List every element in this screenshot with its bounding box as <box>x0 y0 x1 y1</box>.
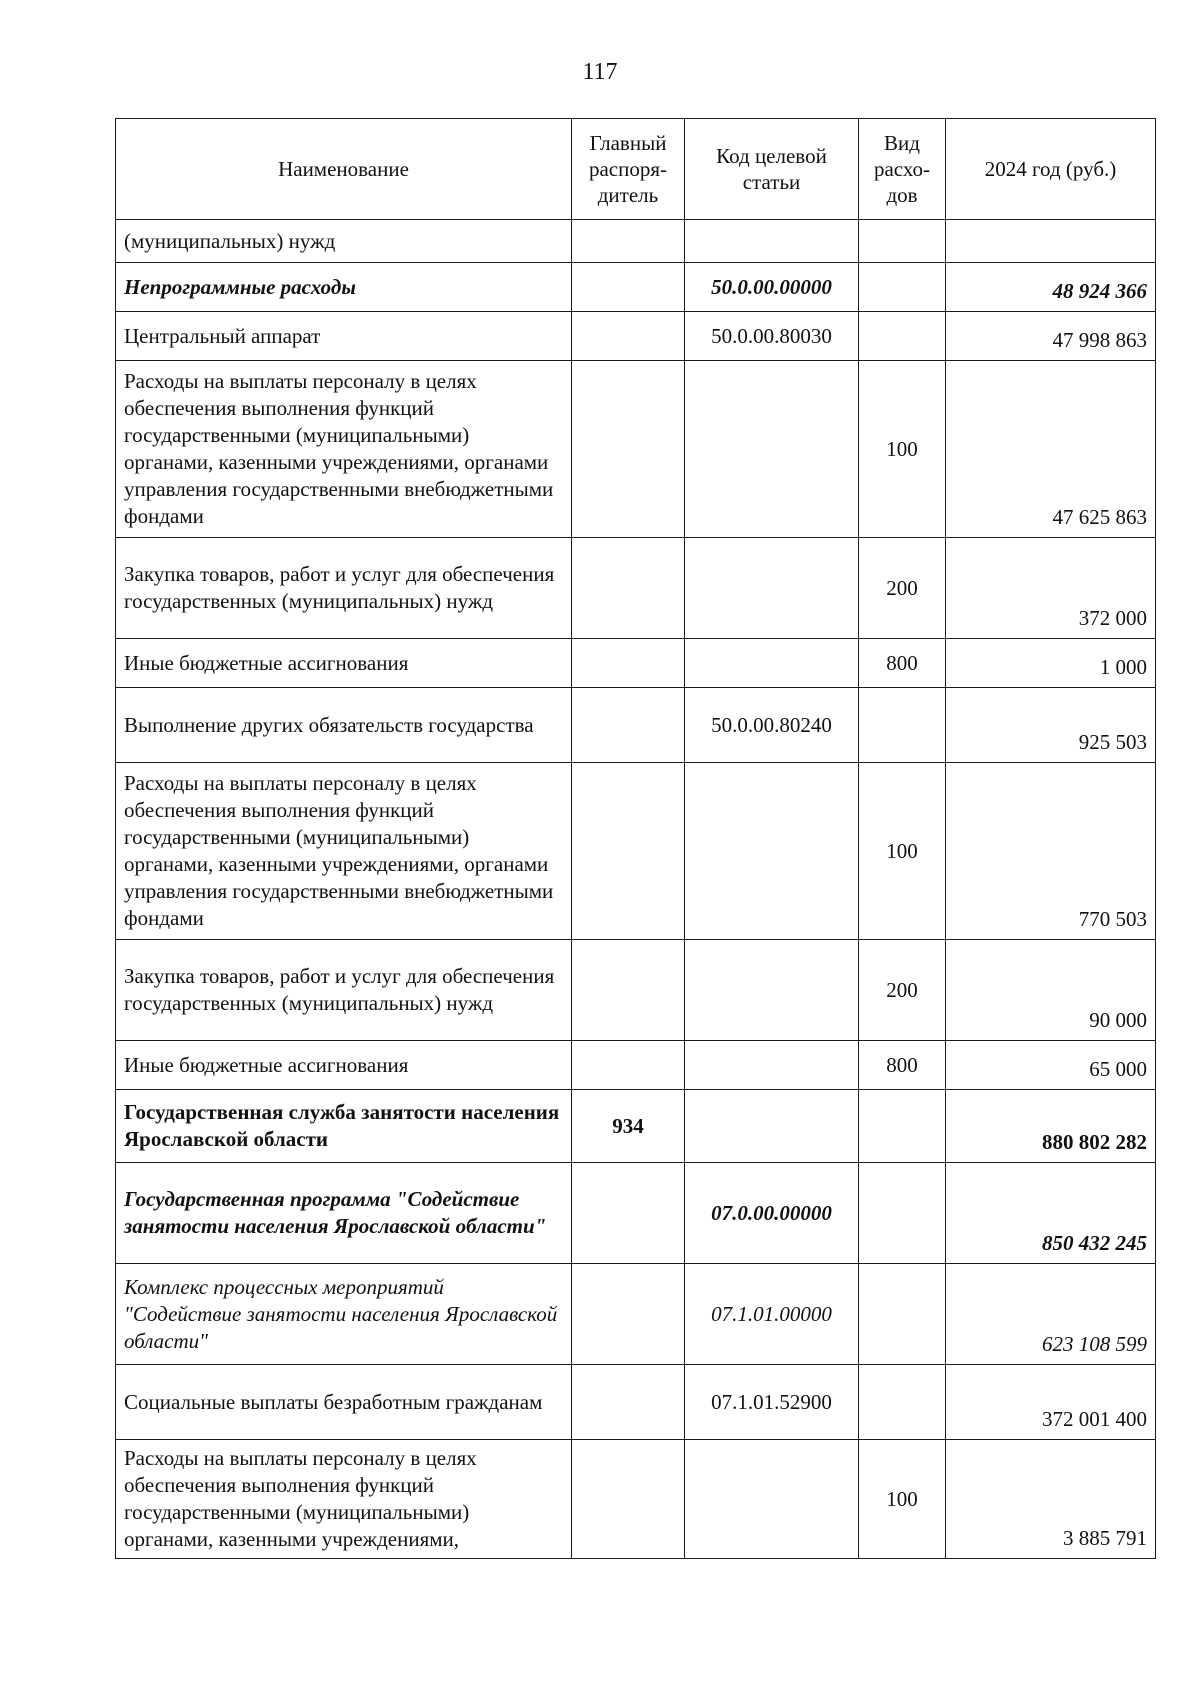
cell-admin <box>572 1041 685 1090</box>
cell-sum: 372 000 <box>946 538 1156 639</box>
header-type: Вид расхо-дов <box>859 119 946 220</box>
cell-type <box>859 263 946 312</box>
table-header-row <box>116 119 1156 220</box>
cell-name: Государственная служба занятости населения Ярославской области <box>116 1090 572 1163</box>
cell-type: 800 <box>859 1041 946 1090</box>
table-row <box>116 940 1156 1041</box>
cell-code: 50.0.00.00000 <box>685 263 859 312</box>
cell-admin <box>572 688 685 763</box>
cell-name: Непрограммные расходы <box>116 263 572 312</box>
cell-type: 100 <box>859 361 946 538</box>
cell-admin <box>572 1264 685 1365</box>
cell-admin <box>572 263 685 312</box>
cell-sum: 65 000 <box>946 1041 1156 1090</box>
cell-type <box>859 1264 946 1365</box>
cell-type <box>859 312 946 361</box>
cell-sum <box>946 220 1156 263</box>
table-body <box>116 220 1156 1559</box>
cell-sum: 1 000 <box>946 639 1156 688</box>
table-row <box>116 763 1156 940</box>
header-sum: 2024 год (руб.) <box>946 119 1156 220</box>
cell-type: 100 <box>859 763 946 940</box>
cell-code <box>685 1041 859 1090</box>
cell-name: Закупка товаров, работ и услуг для обеспечения государственных (муниципальных) нужд <box>116 538 572 639</box>
cell-code <box>685 1090 859 1163</box>
cell-sum: 850 432 245 <box>946 1163 1156 1264</box>
cell-name: Закупка товаров, работ и услуг для обеспечения государственных (муниципальных) нужд <box>116 940 572 1041</box>
cell-code: 50.0.00.80030 <box>685 312 859 361</box>
cell-admin <box>572 763 685 940</box>
cell-sum: 47 625 863 <box>946 361 1156 538</box>
cell-type: 100 <box>859 1440 946 1559</box>
cell-admin <box>572 220 685 263</box>
cell-admin <box>572 538 685 639</box>
cell-type <box>859 1090 946 1163</box>
cell-type <box>859 1163 946 1264</box>
cell-name: (муниципальных) нужд <box>116 220 572 263</box>
cell-name: Расходы на выплаты персоналу в целях обеспечения выполнения функций государственными (муниципальными) органами, казенными учреждениями, органами управления государственными внебюджетными фондами <box>116 361 572 538</box>
table-row <box>116 1090 1156 1163</box>
cell-admin <box>572 361 685 538</box>
cell-sum: 925 503 <box>946 688 1156 763</box>
table-row <box>116 688 1156 763</box>
header-name: Наименование <box>116 119 572 220</box>
table-row <box>116 1440 1156 1559</box>
cell-sum: 90 000 <box>946 940 1156 1041</box>
budget-table <box>115 118 1156 1559</box>
table-row <box>116 1041 1156 1090</box>
cell-admin <box>572 1365 685 1440</box>
table-row <box>116 263 1156 312</box>
cell-sum: 3 885 791 <box>946 1440 1156 1559</box>
cell-type: 800 <box>859 639 946 688</box>
cell-name: Государственная программа "Содействие занятости населения Ярославской области" <box>116 1163 572 1264</box>
cell-type: 200 <box>859 940 946 1041</box>
cell-name: Комплекс процессных мероприятий "Содействие занятости населения Ярославской области" <box>116 1264 572 1365</box>
cell-admin: 934 <box>572 1090 685 1163</box>
cell-code <box>685 220 859 263</box>
cell-code: 07.1.01.00000 <box>685 1264 859 1365</box>
cell-name: Социальные выплаты безработным гражданам <box>116 1365 572 1440</box>
cell-admin <box>572 1440 685 1559</box>
header-code: Код целевой статьи <box>685 119 859 220</box>
table-row <box>116 312 1156 361</box>
table-row <box>116 1163 1156 1264</box>
cell-name: Иные бюджетные ассигнования <box>116 639 572 688</box>
cell-sum: 623 108 599 <box>946 1264 1156 1365</box>
cell-code <box>685 940 859 1041</box>
cell-code: 07.1.01.52900 <box>685 1365 859 1440</box>
page-number: 117 <box>582 59 618 85</box>
cell-sum: 372 001 400 <box>946 1365 1156 1440</box>
cell-type: 200 <box>859 538 946 639</box>
cell-name: Расходы на выплаты персоналу в целях обеспечения выполнения функций государственными (муниципальными) органами, казенными учреждениями, <box>116 1440 572 1559</box>
cell-type <box>859 220 946 263</box>
cell-name: Центральный аппарат <box>116 312 572 361</box>
cell-sum: 47 998 863 <box>946 312 1156 361</box>
cell-admin <box>572 1163 685 1264</box>
cell-sum: 880 802 282 <box>946 1090 1156 1163</box>
table-row <box>116 361 1156 538</box>
cell-code <box>685 639 859 688</box>
table-row <box>116 1365 1156 1440</box>
table-row <box>116 538 1156 639</box>
cell-type <box>859 1365 946 1440</box>
cell-code <box>685 538 859 639</box>
cell-code: 07.0.00.00000 <box>685 1163 859 1264</box>
cell-code: 50.0.00.80240 <box>685 688 859 763</box>
cell-code <box>685 763 859 940</box>
header-admin: Главный распоря-дитель <box>572 119 685 220</box>
cell-admin <box>572 639 685 688</box>
table-row <box>116 220 1156 263</box>
cell-code <box>685 1440 859 1559</box>
cell-type <box>859 688 946 763</box>
cell-sum: 48 924 366 <box>946 263 1156 312</box>
cell-name: Выполнение других обязательств государства <box>116 688 572 763</box>
cell-admin <box>572 312 685 361</box>
table-row <box>116 1264 1156 1365</box>
cell-admin <box>572 940 685 1041</box>
cell-code <box>685 361 859 538</box>
table-row <box>116 639 1156 688</box>
cell-sum: 770 503 <box>946 763 1156 940</box>
cell-name: Иные бюджетные ассигнования <box>116 1041 572 1090</box>
cell-name: Расходы на выплаты персоналу в целях обеспечения выполнения функций государственными (муниципальными) органами, казенными учреждениями, органами управления государственными внебюджетными фондами <box>116 763 572 940</box>
